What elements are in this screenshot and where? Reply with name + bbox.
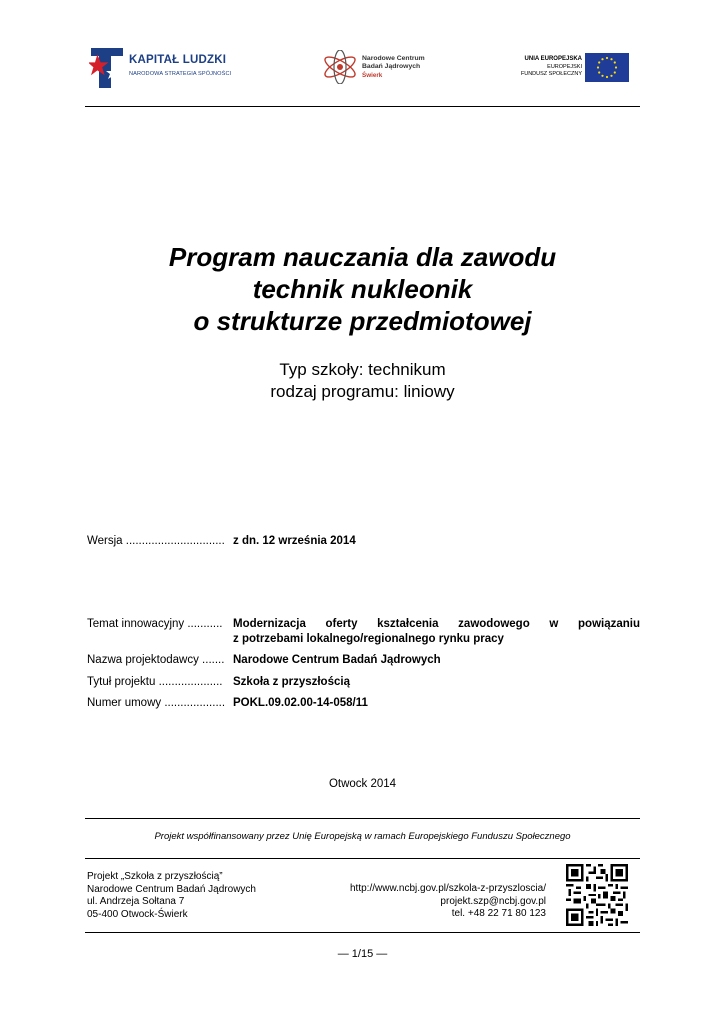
- title-line1: Program nauczania dla zawodu: [168, 242, 557, 272]
- footer-divider-bottom: [85, 932, 640, 933]
- cofunding-note: Projekt współfinansowany przez Unię Europejską w ramach Europejskiego Funduszu Społecznego: [154, 831, 571, 842]
- project-title-value: Szkoła z przyszłością: [233, 676, 350, 688]
- footer-project-name: Projekt „Szkoła z przyszłością”: [87, 871, 223, 882]
- eu-subtitle-line1: EUROPEJSKI: [547, 64, 582, 70]
- footer-address: [87, 871, 256, 921]
- ncbj-logo: [321, 50, 441, 84]
- page-header: [85, 40, 640, 106]
- version-value: z dn. 12 września 2014: [233, 535, 356, 547]
- kapital-ludzki-emblem-icon: [89, 42, 125, 90]
- applicant-label: Nazwa projektodawcy .......: [87, 654, 225, 666]
- contract-value: POKL.09.02.00-14-058/11: [233, 697, 368, 709]
- innovation-label: Temat innowacyjny ...........: [87, 618, 223, 630]
- title-line2: technik nukleonik: [252, 274, 473, 304]
- kapital-ludzki-logo: [89, 42, 234, 90]
- footer-divider-top: [85, 818, 640, 819]
- footer-contact: [350, 883, 546, 921]
- ncbj-name-line1: Narodowe Centrum: [362, 55, 425, 62]
- contract-label: Numer umowy ...................: [87, 697, 226, 709]
- innovation-value-line1: Modernizacja oferty kształcenia zawodowego w powiązaniu: [233, 618, 640, 630]
- page-number: — 1/15 —: [337, 948, 388, 960]
- eu-subtitle-line2: FUNDUSZ SPOŁECZNY: [520, 71, 582, 77]
- project-title-label: Tytuł projektu ....................: [87, 676, 223, 688]
- kapital-ludzki-subtitle: NARODOWA STRATEGIA SPÓJNOŚCI: [129, 71, 232, 77]
- innovation-value: [233, 617, 640, 647]
- school-type: Typ szkoły: technikum: [279, 360, 446, 379]
- version-label: Wersja ...............................: [87, 535, 225, 547]
- footer-phone: tel. +48 22 71 80 123: [451, 908, 546, 919]
- footer-street: ul. Andrzeja Sołtana 7: [87, 896, 185, 907]
- innovation-value-line2: z potrzebami lokalnego/regionalnego rynku pracy: [233, 633, 504, 645]
- program-type: rodzaj programu: liniowy: [270, 382, 455, 401]
- footer-divider-middle: [85, 858, 640, 859]
- place-and-year: Otwock 2014: [328, 778, 397, 790]
- header-divider: [85, 106, 640, 107]
- atom-icon: [321, 50, 359, 84]
- footer-institution: Narodowe Centrum Badań Jądrowych: [87, 883, 256, 895]
- eu-flag-icon: [585, 53, 629, 82]
- applicant-value: Narodowe Centrum Badań Jądrowych: [233, 654, 441, 666]
- eu-title: UNIA EUROPEJSKA: [524, 56, 582, 62]
- document-title: [85, 241, 640, 337]
- kapital-ludzki-title: KAPITAŁ LUDZKI: [129, 54, 227, 66]
- ncbj-name-line3: Świerk: [362, 72, 383, 79]
- footer-email: projekt.szp@ncbj.gov.pl: [440, 895, 546, 907]
- qr-code-icon: [566, 864, 628, 926]
- eu-logo: [499, 52, 640, 84]
- document-subtitle: [85, 359, 640, 403]
- title-line3: o strukturze przedmiotowej: [193, 306, 532, 336]
- footer-url: http://www.ncbj.gov.pl/szkola-z-przyszloscia/: [350, 883, 546, 894]
- footer-postal: 05-400 Otwock-Świerk: [87, 908, 188, 920]
- ncbj-name-line2: Badań Jądrowych: [362, 63, 421, 70]
